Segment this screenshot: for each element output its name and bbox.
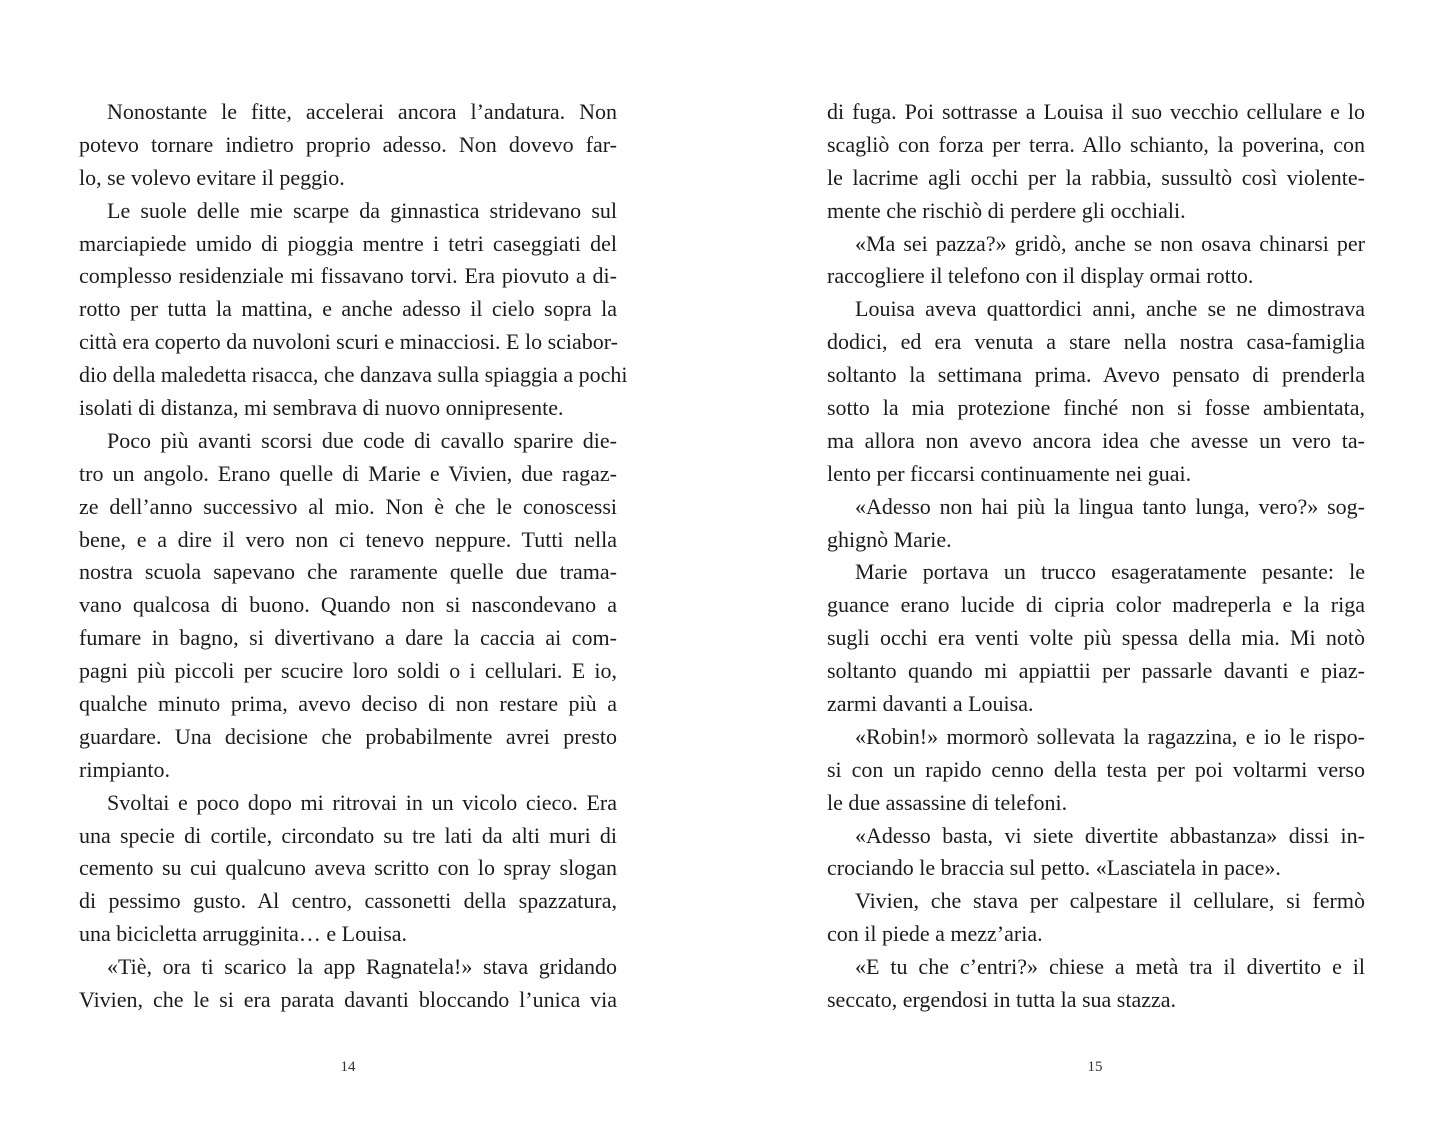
text-line: dodici, ed era venuta a stare nella nostra casa-famiglia — [827, 329, 1365, 355]
text-line: Vivien, che stava per calpestare il cellulare, si fermò — [855, 888, 1365, 914]
text-line: mente che rischiò di perdere gli occhiali. — [827, 197, 1186, 223]
text-line: ze dell’anno successivo al mio. Non è che le conoscessi — [79, 493, 617, 519]
text-line: bene, e a dire il vero non ci tenevo neppure. Tutti nella — [79, 526, 617, 552]
text-line: «Robin!» mormorò sollevata la ragazzina, e io le rispo- — [855, 723, 1365, 749]
text-line: seccato, ergendosi in tutta la sua stazza. — [827, 987, 1177, 1013]
text-line: guardare. Una decisione che probabilmente avrei presto — [79, 723, 617, 749]
text-line: soltanto quando mi appiattii per passarle davanti e piaz- — [827, 658, 1365, 684]
text-line: Nonostante le fitte, accelerai ancora l’andatura. Non — [107, 99, 617, 124]
text-line: nostra scuola sapevano che raramente quelle due trama- — [79, 559, 617, 585]
text-line: rimpianto. — [79, 756, 171, 782]
text-line: le due assassine di telefoni. — [827, 789, 1068, 815]
text-line: si con un rapido cenno della testa per poi voltarmi verso — [827, 756, 1365, 782]
text-line: di pessimo gusto. Al centro, cassonetti della spazzatura, — [79, 888, 617, 914]
text-line: Le suole delle mie scarpe da ginnastica stridevano sul — [107, 197, 617, 223]
text-line: «E tu che c’entri?» chiese a metà tra il divertito e il — [855, 954, 1365, 980]
text-line: Vivien, che le si era parata davanti bloccando l’unica via — [79, 987, 617, 1013]
text-line: isolati di distanza, mi sembrava di nuovo onnipresente. — [79, 395, 564, 421]
text-line: una specie di cortile, circondato su tre lati da alti muri di — [79, 822, 617, 848]
text-line: crociando le braccia sul petto. «Lasciatela in pace». — [827, 855, 1281, 881]
text-line: «Tiè, ora ti scarico la app Ragnatela!» stava gridando — [107, 954, 617, 980]
text-line: lo, se volevo evitare il peggio. — [79, 164, 345, 190]
left-page-number: 14 — [340, 1059, 356, 1075]
text-line: soltanto la settimana prima. Avevo pensato di prenderla — [827, 362, 1365, 388]
text-line: guance erano lucide di cipria color madreperla e la riga — [827, 592, 1365, 618]
text-line: «Adesso basta, vi siete divertite abbastanza» dissi in- — [855, 822, 1365, 848]
text-line: zarmi davanti a Louisa. — [827, 691, 1034, 717]
text-line: raccogliere il telefono con il display ormai rotto. — [827, 263, 1254, 289]
text-line: «Adesso non hai più la lingua tanto lunga, vero?» sog- — [855, 493, 1365, 519]
text-line: sugli occhi era venti volte più spessa della mia. Mi notò — [827, 625, 1365, 651]
text-line: fumare in bagno, si divertivano a dare la caccia ai com- — [79, 625, 617, 651]
text-line: sotto la mia protezione finché non si fosse ambientata, — [827, 395, 1365, 421]
text-line: «Ma sei pazza?» gridò, anche se non osava chinarsi per — [855, 230, 1365, 256]
right-page-number: 15 — [1087, 1059, 1103, 1075]
left-page — [79, 96, 628, 1096]
left-page-text — [79, 96, 628, 1017]
text-line: Marie portava un trucco esageratamente pesante: le — [855, 559, 1365, 585]
text-line: con il piede a mezz’aria. — [827, 921, 1043, 947]
text-line: ma allora non avevo ancora idea che avesse un vero ta- — [827, 427, 1365, 453]
text-line: dio della maledetta risacca, che danzava sulla spiaggia a pochi — [79, 362, 628, 388]
text-line: città era coperto da nuvoloni scuri e minacciosi. E lo sciabor- — [79, 329, 618, 355]
text-line: vano qualcosa di buono. Quando non si nascondevano a — [79, 592, 617, 618]
text-line: ghignò Marie. — [827, 526, 952, 552]
text-line: complesso residenziale mi fissavano torvi. Era piovuto a di- — [79, 263, 617, 289]
text-line: Poco più avanti scorsi due code di cavallo sparire die- — [107, 427, 617, 453]
text-line: potevo tornare indietro proprio adesso. Non dovevo far- — [79, 131, 617, 157]
text-line: qualche minuto prima, avevo deciso di non restare più a — [79, 691, 617, 717]
text-line: rotto per tutta la mattina, e anche adesso il cielo sopra la — [79, 296, 617, 322]
text-line: le lacrime agli occhi per la rabbia, sussultò così violente- — [827, 164, 1365, 190]
text-line: cemento su cui qualcuno aveva scritto con lo spray slogan — [79, 855, 617, 881]
text-line: una bicicletta arrugginita… e Louisa. — [79, 921, 408, 947]
text-line: Louisa aveva quattordici anni, anche se ne dimostrava — [855, 296, 1365, 322]
right-page-text — [827, 96, 1365, 1017]
text-line: marciapiede umido di pioggia mentre i tetri caseggiati del — [79, 230, 617, 256]
text-line: scagliò con forza per terra. Allo schianto, la poverina, con — [827, 131, 1365, 157]
text-line: di fuga. Poi sottrasse a Louisa il suo vecchio cellulare e lo — [827, 99, 1365, 124]
text-line: tro un angolo. Erano quelle di Marie e Vivien, due ragaz- — [79, 460, 617, 486]
text-line: Svoltai e poco dopo mi ritrovai in un vicolo cieco. Era — [107, 789, 617, 815]
text-line: lento per ficcarsi continuamente nei guai. — [827, 460, 1192, 486]
right-page — [827, 96, 1365, 1096]
text-line: pagni più piccoli per scucire loro soldi o i cellulari. E io, — [79, 658, 617, 684]
